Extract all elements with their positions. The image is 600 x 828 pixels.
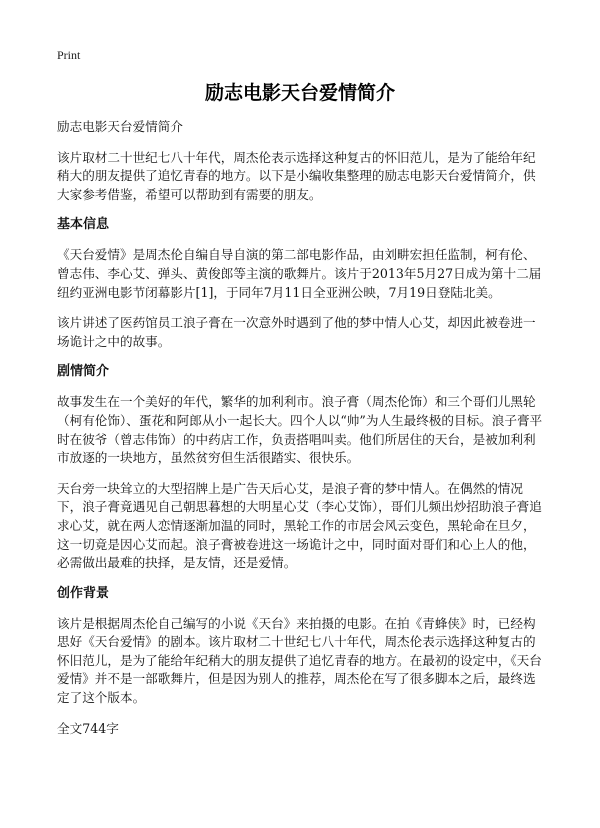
page-title: 励志电影天台爱情简介 (204, 82, 395, 104)
basic-info-paragraph: 该片讲述了医药馆员工浪子膏在一次意外时遇到了他的梦中情人心艾，却因此被卷进一场诡计之中的故事。 (57, 315, 536, 349)
article-subtitle: 励志电影天台爱情简介 (57, 119, 183, 134)
article-body (57, 118, 547, 738)
section-heading-background: 创作背景 (57, 585, 110, 601)
plot-paragraph: 故事发生在一个美好的年代，繁华的加利利市。浪子膏（周杰伦饰）和三个哥们儿黑轮（柯有伦饰）、蛋花和阿郎从小一起长大。四个人以“帅”为人生最终极的目标。浪子膏平时在彼爷（曾志伟饰）的中药店工作，负责搭唱叫卖。他们所居住的天台，是被加利利市放逐的一块地方，虽然贫穷但生活很踏实、很快乐。 (57, 394, 543, 466)
plot-paragraph: 天台旁一块耸立的大型招牌上是广告天后心艾，是浪子膏的梦中情人。在偶然的情况下，浪子膏竟遇见自己朝思暮想的大明星心艾（李心艾饰），哥们儿频出炒招助浪子膏追求心艾，就在两人恋情逐渐加温的同时，黑轮工作的市居会风云变色，黑轮命在旦夕，这一切竟是因心艾而起。浪子膏被卷进这一场诡计之中，同时面对哥们和心上人的他，必需做出最难的抉择，是友情，还是爱情。 (57, 480, 542, 571)
intro-paragraph: 该片取材二十世纪七八十年代，周杰伦表示选择这种复古的怀旧范儿，是为了能给年纪稍大的朋友提供了追忆青春的地方。以下是小编收集整理的励志电影天台爱情简介，供大家参考借鉴，希望可以帮助到有需要的朋友。 (57, 149, 536, 202)
word-count: 全文744字 (57, 720, 119, 736)
print-label: Print (57, 48, 81, 62)
section-heading-plot: 剧情简介 (57, 364, 110, 380)
basic-info-paragraph: 《天台爱情》是周杰伦自编自导自演的第二部电影作品，由刘畊宏担任监制，柯有伦、曾志伟、李心艾、弹头、黄俊郎等主演的歌舞片。该片于2013年5月27日成为第十二届纽约亚洲电影节闭幕影片[1]，于同年7月11日全亚洲公映，7月19日登陆北美。 (57, 247, 542, 300)
section-heading-basic-info: 基本信息 (57, 217, 110, 233)
background-paragraph: 该片是根据周杰伦自己编写的小说《天台》来拍摄的电影。在拍《青蜂侠》时，已经构思好《天台爱情》的剧本。该片取材二十世纪七八十年代，周杰伦表示选择这种复古的怀旧范儿，是为了能给年纪稍大的朋友提供了追忆青春的地方。在最初的设定中，《天台爱情》并不是一部歌舞片，但是因为别人的推荐，周杰伦在写了很多脚本之后，最终选定了这个版本。 (57, 615, 542, 706)
